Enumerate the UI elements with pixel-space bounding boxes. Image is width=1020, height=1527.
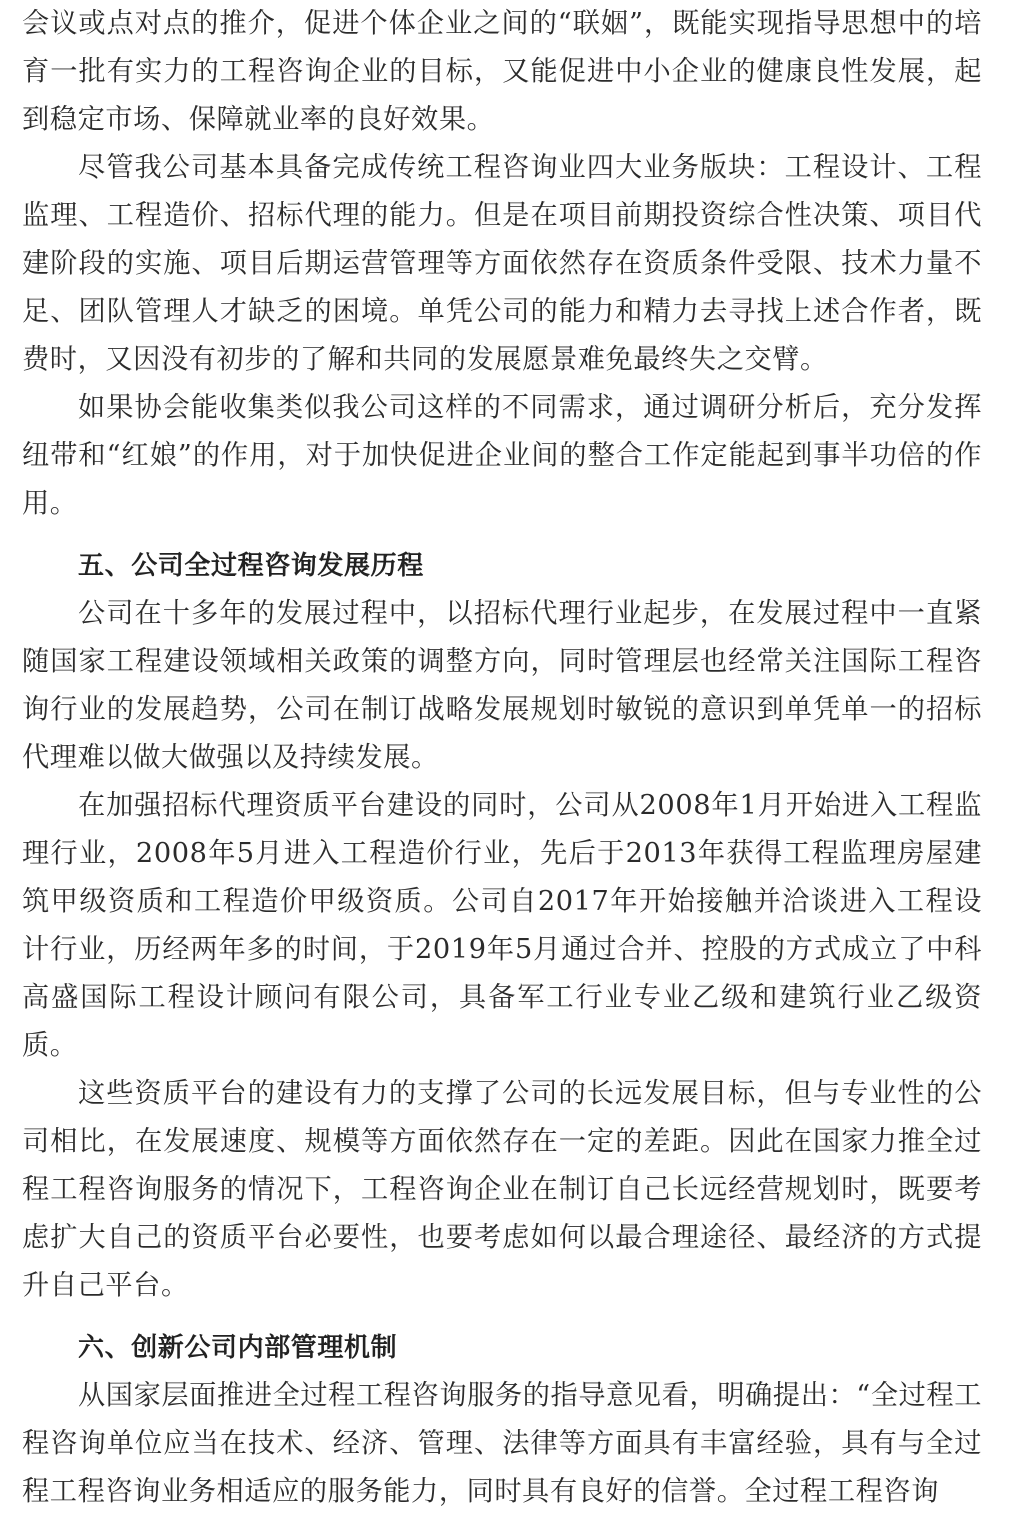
section-5-paragraph: 在加强招标代理资质平台建设的同时，公司从2008年1月开始进入工程监理行业，2008年5月进入工程造价行业，先后于2013年获得工程监理房屋建筑甲级资质和工程造价甲级资质。公司自2017年开始接触并洽谈进入工程设计行业，历经两年多的时间，于2019年5月通过合并、控股的方式成立了中科高盛国际工程设计顾问有限公司，具备军工行业专业乙级和建筑行业乙级资质。: [22, 790, 982, 1061]
section-6-heading: 六、创新公司内部管理机制: [78, 1333, 398, 1363]
paragraph-capability: 尽管我公司基本具备完成传统工程咨询业四大业务版块：工程设计、工程监理、工程造价、招标代理的能力。但是在项目前期投资综合性决策、项目代建阶段的实施、项目后期运营管理等方面依然存在资质条件受限、技术力量不足、团队管理人才缺乏的困境。单凭公司的能力和精力去寻找上述合作者，既费时，又因没有初步的了解和共同的发展愿景难免最终失之交臂。: [22, 152, 982, 375]
section-5: [22, 542, 982, 1310]
paragraph-association: 如果协会能收集类似我公司这样的不同需求，通过调研分析后，充分发挥纽带和“红娘”的作用，对于加快促进企业间的整合工作定能起到事半功倍的作用。: [22, 392, 982, 519]
section-6-paragraph: 从国家层面推进全过程工程咨询服务的指导意见看，明确提出：“全过程工程咨询单位应当在技术、经济、管理、法律等方面具有丰富经验，具有与全过程工程咨询业务相适应的服务能力，同时具有良好的信誉。全过程工程咨询: [22, 1380, 982, 1507]
section-6: [22, 1324, 982, 1516]
section-5-heading: 五、公司全过程咨询发展历程: [78, 551, 424, 581]
section-5-paragraph: 这些资质平台的建设有力的支撑了公司的长远发展目标，但与专业性的公司相比，在发展速度、规模等方面依然存在一定的差距。因此在国家力推全过程工程咨询服务的情况下，工程咨询企业在制订自己长远经营规划时，既要考虑扩大自己的资质平台必要性，也要考虑如何以最合理途径、最经济的方式提升自己平台。: [22, 1078, 982, 1301]
document-page: [22, 0, 982, 1516]
paragraph-continued: 会议或点对点的推介，促进个体企业之间的“联姻”，既能实现指导思想中的培育一批有实力的工程咨询企业的目标，又能促进中小企业的健康良性发展，起到稳定市场、保障就业率的良好效果。: [22, 8, 982, 135]
section-5-paragraph: 公司在十多年的发展过程中，以招标代理行业起步，在发展过程中一直紧随国家工程建设领域相关政策的调整方向，同时管理层也经常关注国际工程咨询行业的发展趋势，公司在制订战略发展规划时敏锐的意识到单凭单一的招标代理难以做大做强以及持续发展。: [22, 598, 982, 773]
